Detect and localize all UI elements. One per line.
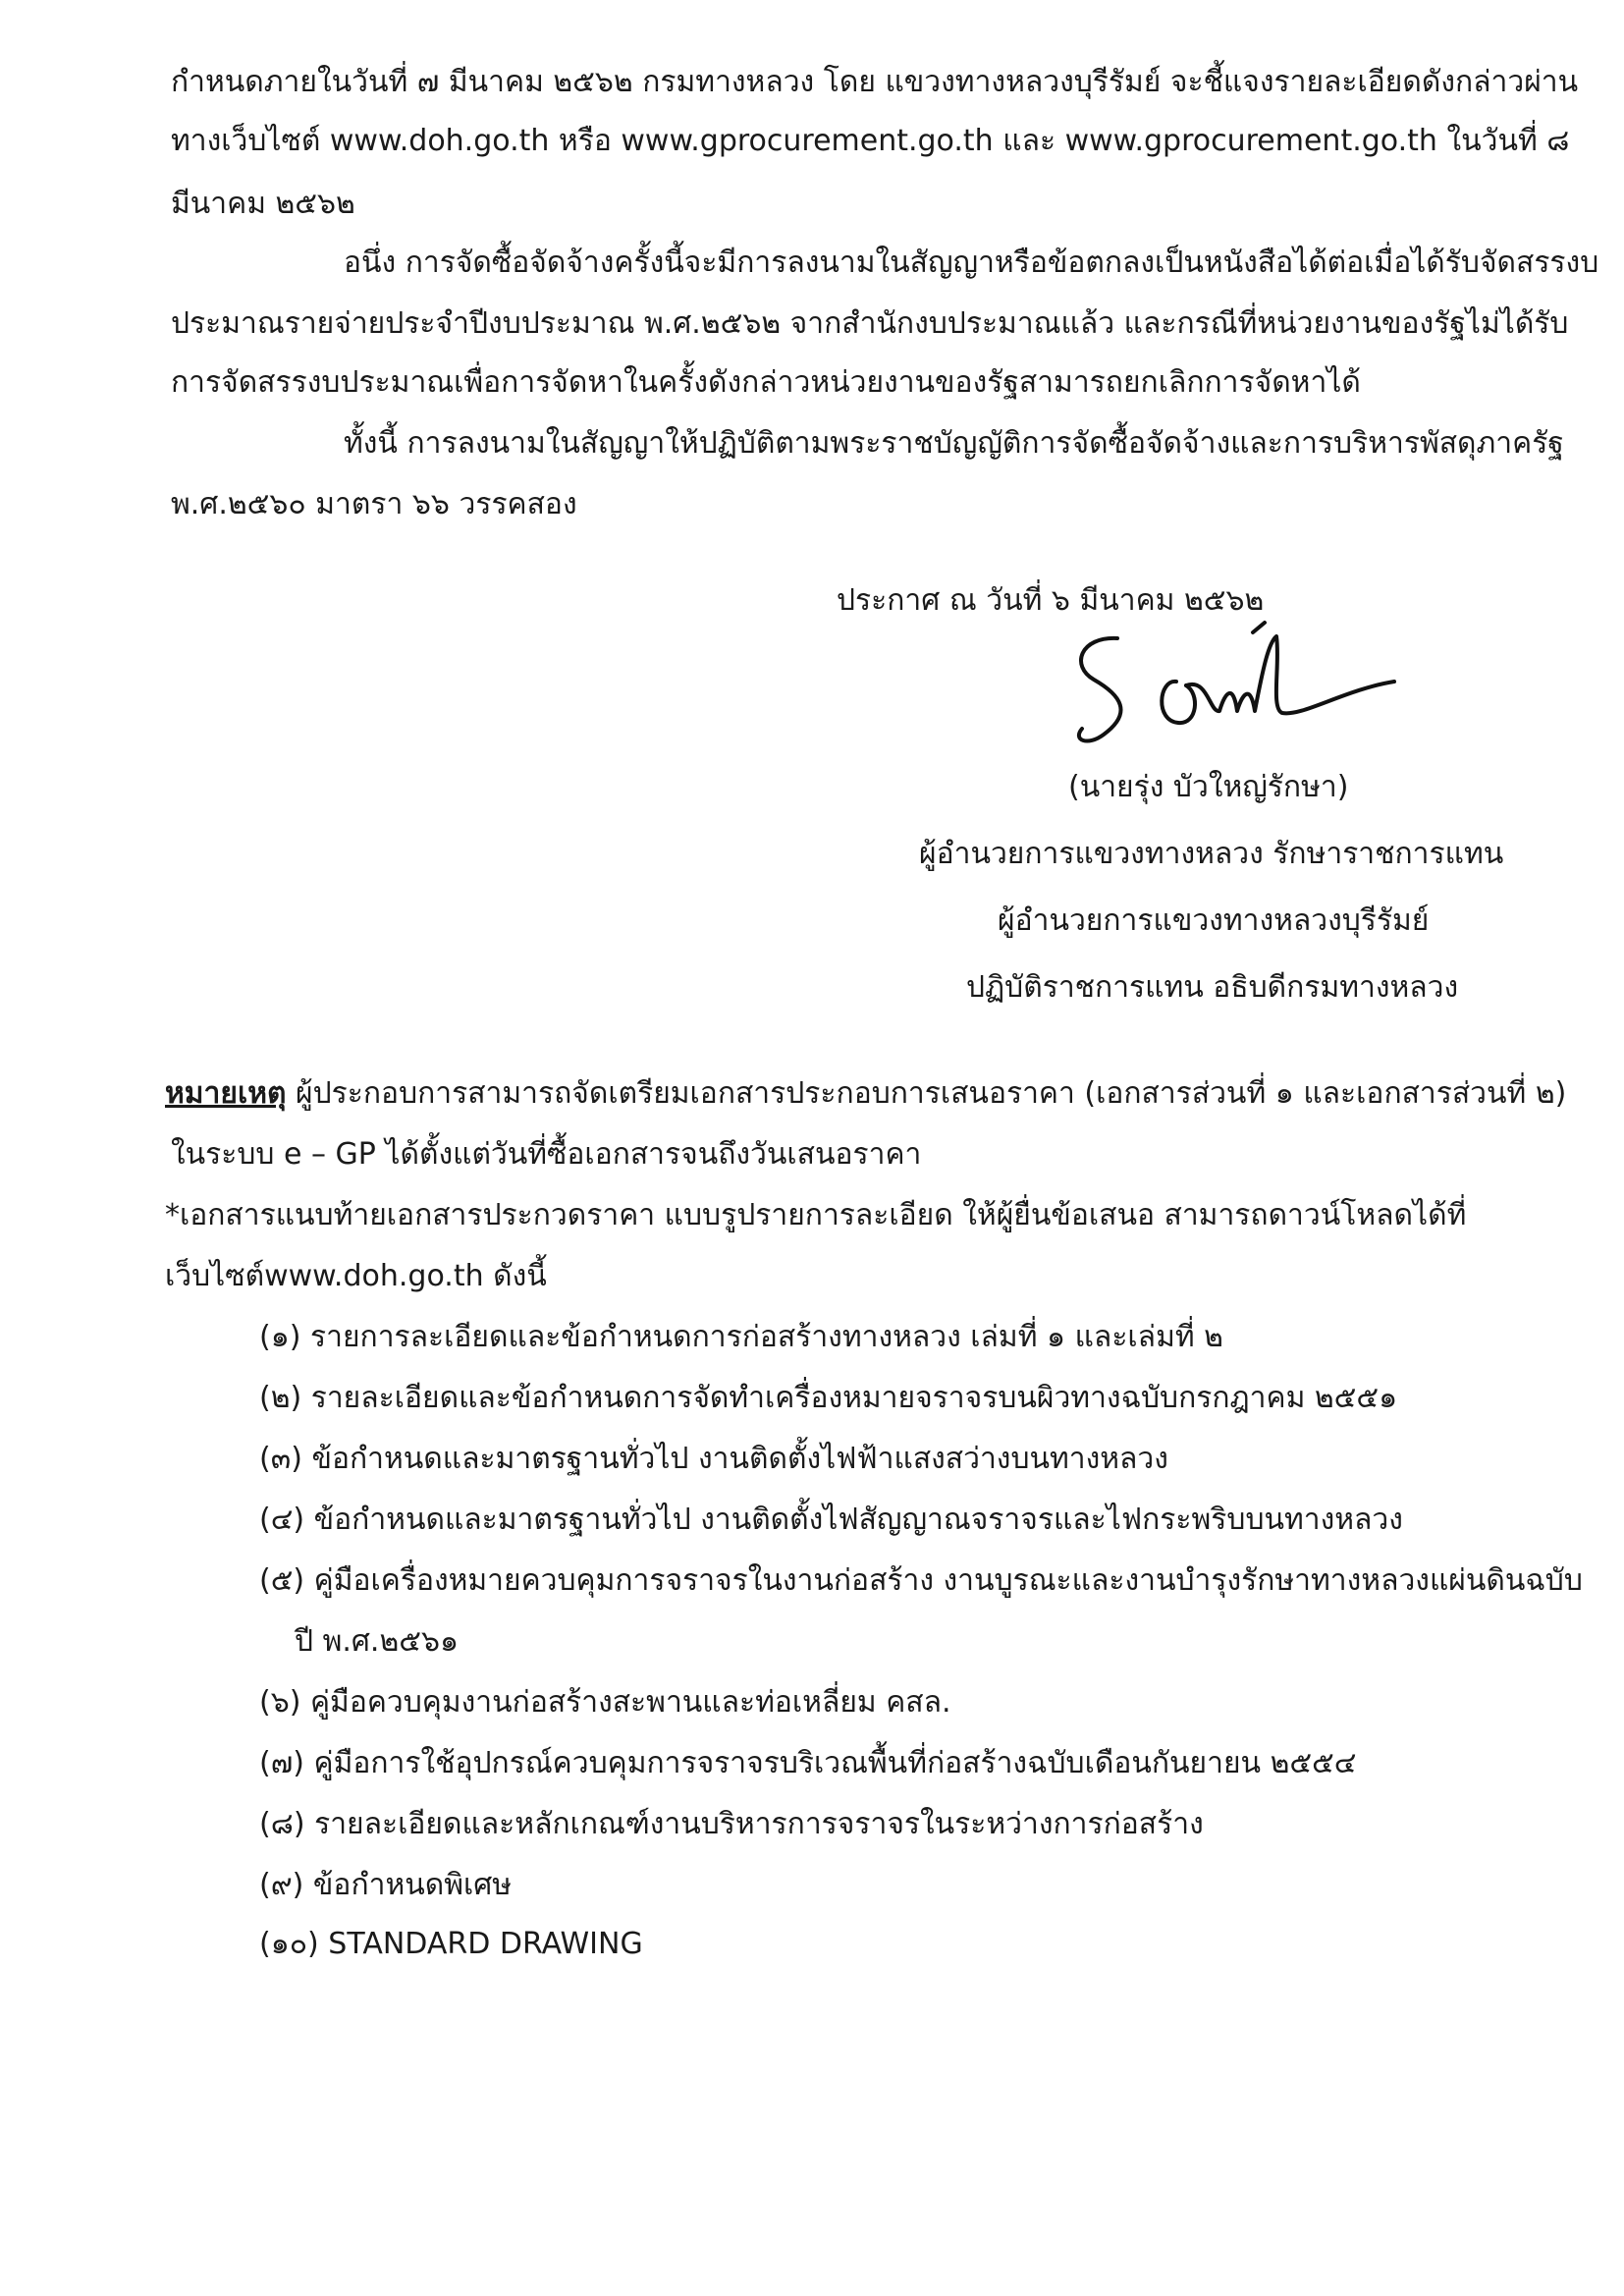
para2-line-1: อนึ่ง การจัดซื้อจัดจ้างครั้งนี้จะมีการลงนามในสัญญาหรือข้อตกลงเป็นหนังสือได้ต่อเมื่อได้รับจัดสรรงบ (344, 246, 1599, 280)
note-line-3: *เอกสารแนบท้ายเอกสารประกวดราคา แบบรูปรายการละเอียด ให้ผู้ยื่นข้อเสนอ สามารถดาวน์โหลดได้ที่ (165, 1198, 1467, 1232)
list-item: (๙) ข้อกำหนดพิเศษ (259, 1868, 513, 1902)
handwritten-signature (1060, 619, 1414, 766)
list-item: (๓) ข้อกำหนดและมาตรฐานทั่วไป งานติดตั้งไฟฟ้าแสงสว่างบนทางหลวง (259, 1442, 1168, 1476)
list-item: (๒) รายละเอียดและข้อกำหนดการจัดทำเครื่องหมายจราจรบนผิวทางฉบับกรกฎาคม ๒๕๕๑ (259, 1381, 1398, 1415)
note-line-1 (165, 1074, 1566, 1114)
signer-position-1: ผู้อำนวยการแขวงทางหลวง รักษาราชการแทน (919, 837, 1504, 871)
signer-name: (นายรุ่ง บัวใหญ่รักษา) (1068, 770, 1349, 804)
para1-line-2: ทางเว็บไซต์ www.doh.go.th หรือ www.gprocurement.go.th และ www.gprocurement.go.th ในวันที่ ๘ (171, 124, 1570, 158)
para2-line-2: ประมาณรายจ่ายประจำปีงบประมาณ พ.ศ.๒๕๖๒ จากสำนักงบประมาณแล้ว และกรณีที่หน่วยงานของรัฐไม่ได้รับ (171, 306, 1569, 341)
list-item: (๕) คู่มือเครื่องหมายควบคุมการจราจรในงานก่อสร้าง งานบูรณะและงานบำรุงรักษาทางหลวงแผ่นดินฉบับ (259, 1563, 1583, 1598)
note-line-4: เว็บไซต์www.doh.go.th ดังนี้ (165, 1259, 547, 1293)
list-item: (๗) คู่มือการใช้อุปกรณ์ควบคุมการจราจรบริเวณพื้นที่ก่อสร้างฉบับเดือนกันยายน ๒๕๕๔ (259, 1746, 1357, 1780)
list-item-continuation: ปี พ.ศ.๒๕๖๑ (295, 1624, 460, 1659)
para3-line-2: พ.ศ.๒๕๖๐ มาตรา ๖๖ วรรคสอง (171, 487, 577, 521)
para1-line-1: กำหนดภายในวันที่ ๗ มีนาคม ๒๕๖๒ กรมทางหลวง โดย แขวงทางหลวงบุรีรัมย์ จะชี้แจงรายละเอียดดังกล่าวผ่าน (171, 65, 1579, 99)
signer-position-3: ปฏิบัติราชการแทน อธิบดีกรมทางหลวง (966, 970, 1459, 1005)
note-label: หมายเหตุ (165, 1076, 287, 1111)
list-item: (๖) คู่มือควบคุมงานก่อสร้างสะพานและท่อเหลี่ยม คสล. (259, 1685, 951, 1720)
list-item: (๑๐) STANDARD DRAWING (259, 1927, 643, 1961)
note-line-1-text: ผู้ประกอบการสามารถจัดเตรียมเอกสารประกอบการเสนอราคา (เอกสารส่วนที่ ๑ และเอกสารส่วนที่ ๒) (286, 1076, 1567, 1111)
list-item: (๘) รายละเอียดและหลักเกณฑ์งานบริหารการจราจรในระหว่างการก่อสร้าง (259, 1807, 1204, 1841)
list-item: (๑) รายการละเอียดและข้อกำหนดการก่อสร้างทางหลวง เล่มที่ ๑ และเล่มที่ ๒ (259, 1320, 1223, 1354)
para2-line-3: การจัดสรรงบประมาณเพื่อการจัดหาในครั้งดังกล่าวหน่วยงานของรัฐสามารถยกเลิกการจัดหาได้ (171, 365, 1361, 400)
note-line-2: ในระบบ e – GP ได้ตั้งแต่วันที่ซื้อเอกสารจนถึงวันเสนอราคา (171, 1137, 922, 1172)
para3-line-1: ทั้งนี้ การลงนามในสัญญาให้ปฏิบัติตามพระราชบัญญัติการจัดซื้อจัดจ้างและการบริหารพัสดุภาครัฐ (344, 426, 1564, 461)
announce-date: ประกาศ ณ วันที่ ๖ มีนาคม ๒๕๖๒ (837, 583, 1265, 618)
list-item: (๔) ข้อกำหนดและมาตรฐานทั่วไป งานติดตั้งไฟสัญญาณจราจรและไฟกระพริบบนทางหลวง (259, 1503, 1403, 1537)
signer-position-2: ผู้อำนวยการแขวงทางหลวงบุรีรัมย์ (998, 903, 1430, 938)
para1-line-3: มีนาคม ๒๕๖๒ (171, 187, 355, 221)
